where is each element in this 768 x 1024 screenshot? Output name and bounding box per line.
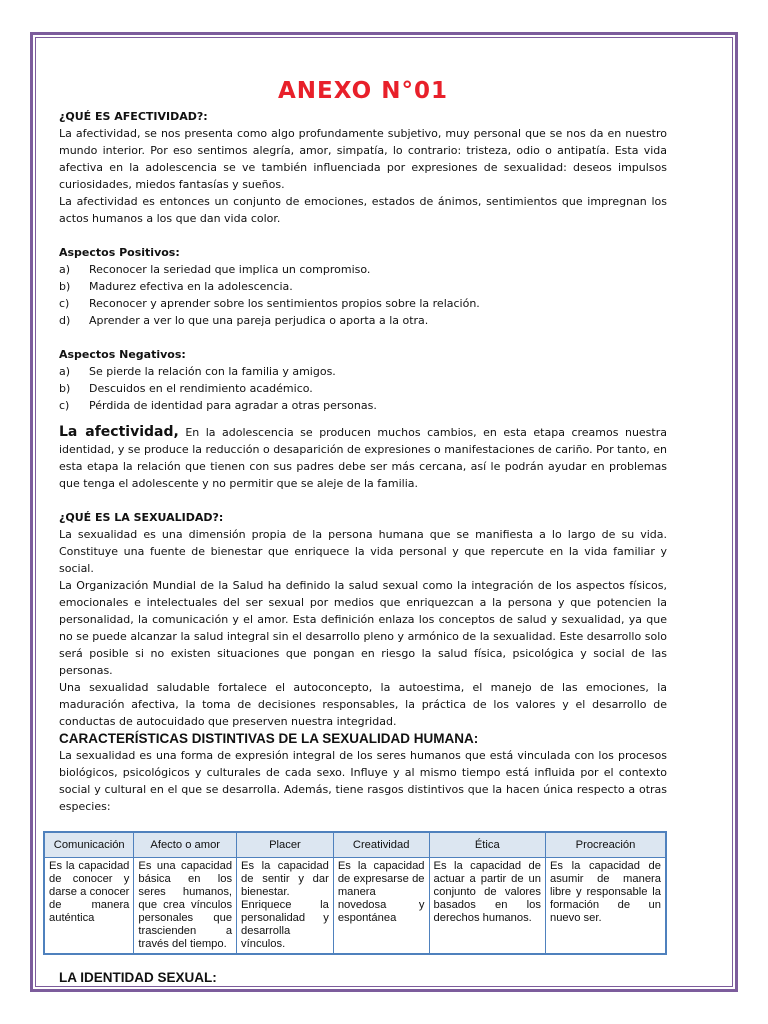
list-item-text: Reconocer la seriedad que implica un compromiso. bbox=[89, 263, 371, 276]
list-item bbox=[59, 261, 667, 278]
positivos-list bbox=[59, 261, 667, 329]
list-item-text: Aprender a ver lo que una pareja perjudica o aporta a la otra. bbox=[89, 314, 429, 327]
column-header: Afecto o amor bbox=[134, 832, 237, 858]
list-item bbox=[59, 380, 667, 397]
list-item bbox=[59, 363, 667, 380]
caracteristicas-paragraph: La sexualidad es una forma de expresión integral de los seres humanos que está vinculada con los procesos biológicos, psicológicos y culturales de cada sexo. Influye y al mismo tiempo está influida por el contexto social y cultural en el que se desarrolla. Además, tiene rasgos distintivos que la hacen única respecto a otras especies: bbox=[59, 749, 667, 813]
document-body bbox=[49, 70, 667, 986]
list-marker: b) bbox=[59, 280, 71, 293]
afectividad-paragraph-1: La afectividad, se nos presenta como algo profundamente subjetivo, muy personal que se nos da en nuestro mundo interior. Por eso sentimos alegría, amor, simpatía, lo contrario: tristeza, odio o antipatía. Esta vida afectiva en la adolescencia se ve también influenciada por expresiones de sexualidad: deseos impulsos curiosidades, miedos fantasías y sueños. bbox=[59, 127, 667, 191]
column-header: Comunicación bbox=[44, 832, 134, 858]
adolescencia-paragraph bbox=[59, 424, 667, 492]
afectividad-paragraph-2: La afectividad es entonces un conjunto de emociones, estados de ánimos, sentimientos que impregnan los actos humanos a los que dan vida color. bbox=[59, 195, 667, 225]
page-title: ANEXO N°01 bbox=[278, 78, 448, 104]
table-cell: Es la capacidad de asumir de manera libre y responsable la formación de un nuevo ser. bbox=[545, 858, 666, 955]
list-marker: c) bbox=[59, 297, 70, 310]
sexualidad-paragraph-3: Una sexualidad saludable fortalece el autoconcepto, la autoestima, el manejo de las emociones, la maduración afectiva, la toma de decisiones responsables, la práctica de los valores y el desarrollo de conductas de autocuidado que preserven nuestra integridad. bbox=[59, 681, 667, 728]
column-header: Creatividad bbox=[333, 832, 429, 858]
sexualidad-paragraph-1: La sexualidad es una dimensión propia de la persona humana que se manifiesta a lo largo de su vida. Constituye una fuente de bienestar que enriquece la vida personal y que repercute en la vida familiar y social. bbox=[59, 528, 667, 575]
table-cell: Es la capacidad de sentir y dar bienestar. Enriquece la personalidad y desarrolla vínculos. bbox=[237, 858, 334, 955]
table-cell: Es una capacidad básica en los seres humanos, que crea vínculos personales que trascienden a través del tiempo. bbox=[134, 858, 237, 955]
negativos-heading: Aspectos Negativos: bbox=[59, 348, 186, 361]
identidad-heading: LA IDENTIDAD SEXUAL: bbox=[59, 970, 217, 985]
positivos-heading: Aspectos Positivos: bbox=[59, 246, 180, 259]
list-marker: d) bbox=[59, 314, 71, 327]
column-header: Placer bbox=[237, 832, 334, 858]
list-item-text: Reconocer y aprender sobre los sentimientos propios sobre la relación. bbox=[89, 297, 480, 310]
table-cell: Es la capacidad de expresarse de manera novedosa y espontánea bbox=[333, 858, 429, 955]
negativos-list bbox=[59, 363, 667, 414]
characteristics-table bbox=[43, 831, 667, 955]
list-item-text: Se pierde la relación con la familia y amigos. bbox=[89, 365, 336, 378]
list-item bbox=[59, 295, 667, 312]
list-marker: a) bbox=[59, 365, 71, 378]
table-row bbox=[44, 858, 666, 955]
list-marker: c) bbox=[59, 399, 70, 412]
list-marker: b) bbox=[59, 382, 71, 395]
list-item-text: Madurez efectiva en la adolescencia. bbox=[89, 280, 293, 293]
list-marker: a) bbox=[59, 263, 71, 276]
table-header-row bbox=[44, 832, 666, 858]
table-cell: Es la capacidad de actuar a partir de un conjunto de valores basados en los derechos humanos. bbox=[429, 858, 545, 955]
column-header: Procreación bbox=[545, 832, 666, 858]
adolescencia-text: En la adolescencia se producen muchos cambios, en esta etapa creamos nuestra identidad, y se produce la reducción o desaparición de expresiones o manifestaciones de cariño. Por tanto, en esta etapa la relación que tienen con sus padres debe ser más cercana, así le podrán ayudar en problemas que tenga el adolescente y no permitir que se aleje de la familia. bbox=[59, 426, 667, 490]
list-item bbox=[59, 312, 667, 329]
table-cell: Es la capacidad de conocer y darse a conocer de manera auténtica bbox=[44, 858, 134, 955]
list-item bbox=[59, 397, 667, 414]
caracteristicas-heading: CARACTERÍSTICAS DISTINTIVAS DE LA SEXUALIDAD HUMANA: bbox=[59, 731, 479, 746]
list-item-text: Descuidos en el rendimiento académico. bbox=[89, 382, 313, 395]
list-item-text: Pérdida de identidad para agradar a otras personas. bbox=[89, 399, 377, 412]
sexualidad-heading: ¿QUÉ ES LA SEXUALIDAD?: bbox=[59, 511, 224, 524]
afectividad-heading: ¿QUÉ ES AFECTIVIDAD?: bbox=[59, 110, 208, 123]
list-item bbox=[59, 278, 667, 295]
column-header: Ética bbox=[429, 832, 545, 858]
adolescencia-lead: La afectividad, bbox=[59, 424, 179, 440]
sexualidad-paragraph-2: La Organización Mundial de la Salud ha definido la salud sexual como la integración de los aspectos físicos, emocionales e intelectuales del ser sexual por medios que enriquezcan a la persona y que potencien la personalidad, la comunicación y el amor. Esta definición enlaza los conceptos de salud y sexualidad, ya que no se puede alcanzar la salud integral sin el desarrollo pleno y armónico de la sexualidad. Este desarrollo solo será posible si no existen situaciones que pongan en riesgo la salud física, psicológica y social de las personas. bbox=[59, 579, 667, 677]
